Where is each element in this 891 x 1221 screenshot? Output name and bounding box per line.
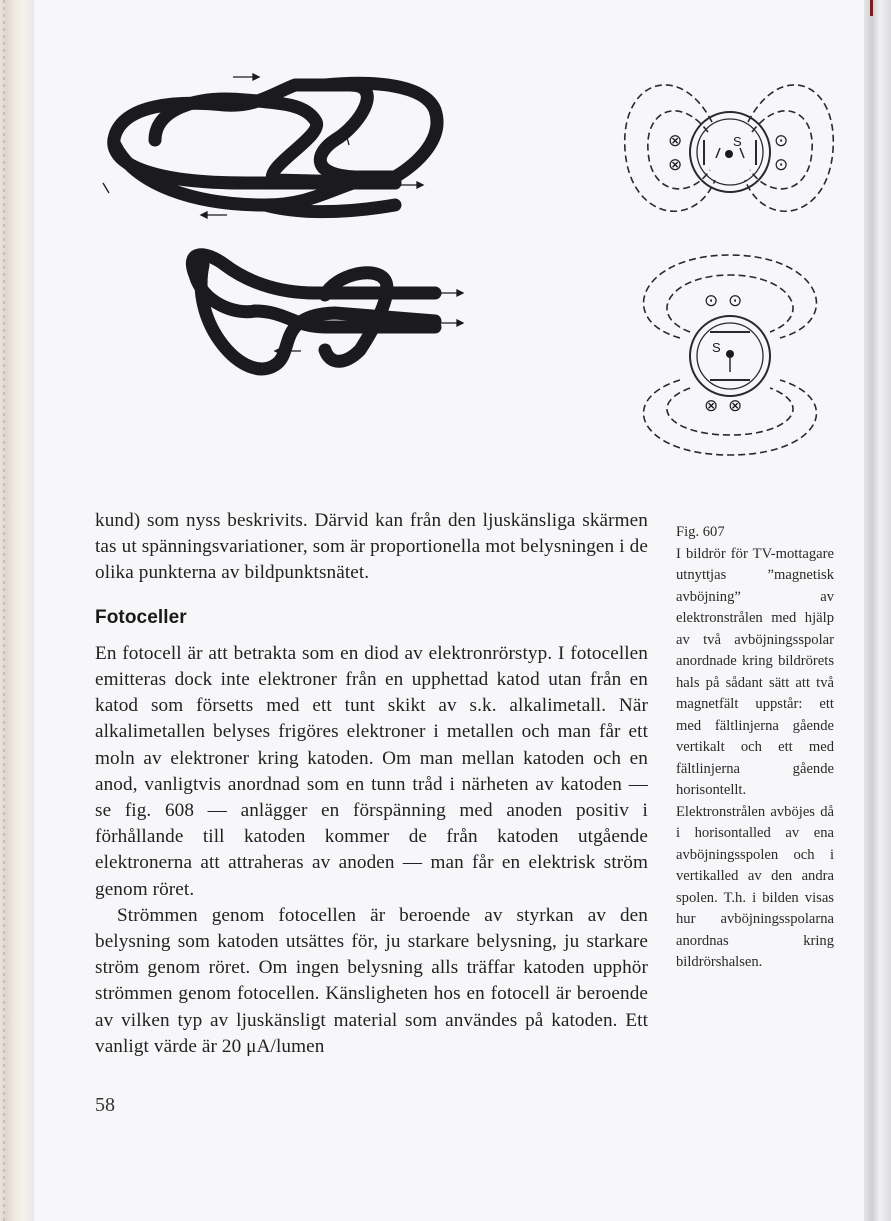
lower-cross-symbol-1: ⊗ [704,396,719,416]
section-heading: Fotoceller [95,606,187,628]
caption-figure-number: Fig. 607 [676,524,725,540]
paragraph-1: En fotocell är att betrakta som en diod av elektronrörstyp. I fotocellen emitteras dock inte elektroner från en upphettad katod utan från en katod som försetts med ett tunt skikt av s.k. alkalimetall. När alkalimetallen belyses frigöres elektroner i metallen och man får ett moln av elektroner kring katoden. Om man mellan katoden och en anod, vanligtvis anordnad som en tunn tråd i närheten av katoden — se fig. 608 — anlägger en förspänning med anoden positiv i förhållande till katoden kommer de från katoden utgående elektronerna att attraheras av anoden — man får en elektrisk ström genom röret. [95,642,648,900]
lower-coil-left-loop [192,255,435,312]
upper-s-label: S [733,134,742,149]
deflection-coils-drawing [95,65,475,395]
magnetic-field-figure [620,70,840,470]
lower-cross-symbol-2: ⊗ [728,396,743,416]
lower-s-label: S [712,340,721,355]
paragraph-2: Strömmen genom fotocellen är beroende av styrkan av den belysning som katoden utsättes för, ju starkare belysning, ju starkare ström genom röret. Om ingen belysning alls träffar katoden upphör strömmen genom fotocellen. Känsligheten hos en fotocell är beroende av vilken typ av ljuskänsligt material som användes på katoden. Ett vanligt värde är 20 μA/lumen [95,904,648,1057]
continuation-paragraph: kund) som nyss beskrivits. Därvid kan från den ljuskänsliga skärmen tas ut spänningsvariationer, som är proportionella mot belysningen i de olika punkterna av bildpunktsnätet. [95,510,648,584]
book-spine-edge [0,0,34,1221]
lower-dot-symbol-1: ⊙ [704,291,719,311]
upper-tube-neck [690,112,770,192]
field-lines-drawing [620,70,840,470]
upper-dot-symbol-1: ⊙ [774,131,789,151]
lower-dot-symbol-2: ⊙ [728,291,743,311]
main-text-column [95,508,648,1060]
upper-cross-symbol-2: ⊗ [668,155,683,175]
page-number: 58 [95,1094,115,1116]
lower-tube-neck [690,316,770,396]
caption-text: I bildrör för TV-mottagare utnyttjas ”magnetisk avböjning” av elektronstrålen med hjälp av två avböjningsspolar anordnade kring bildrörets hals på sådant sätt att två magnetfält uppstår: ett med fältlinjerna gående vertikalt och ett med fältlinjerna gående horisontellt. Elektronstrålen avböjes då i horisontalled av ena avböjningsspolen och i vertikalled av den andra spolen. T.h. i bilden visas hur avböjningsspolarna anordnas kring bildrörshalsen. [676,545,834,970]
upper-dot-symbol-2: ⊙ [774,155,789,175]
figure-caption [676,522,834,974]
deflection-coils-figure [95,65,475,395]
page-right-edge [864,0,891,1221]
upper-cross-symbol-1: ⊗ [668,131,683,151]
upper-field-line-right-outer [745,85,833,211]
upper-coil-bottom-wire [265,205,395,212]
